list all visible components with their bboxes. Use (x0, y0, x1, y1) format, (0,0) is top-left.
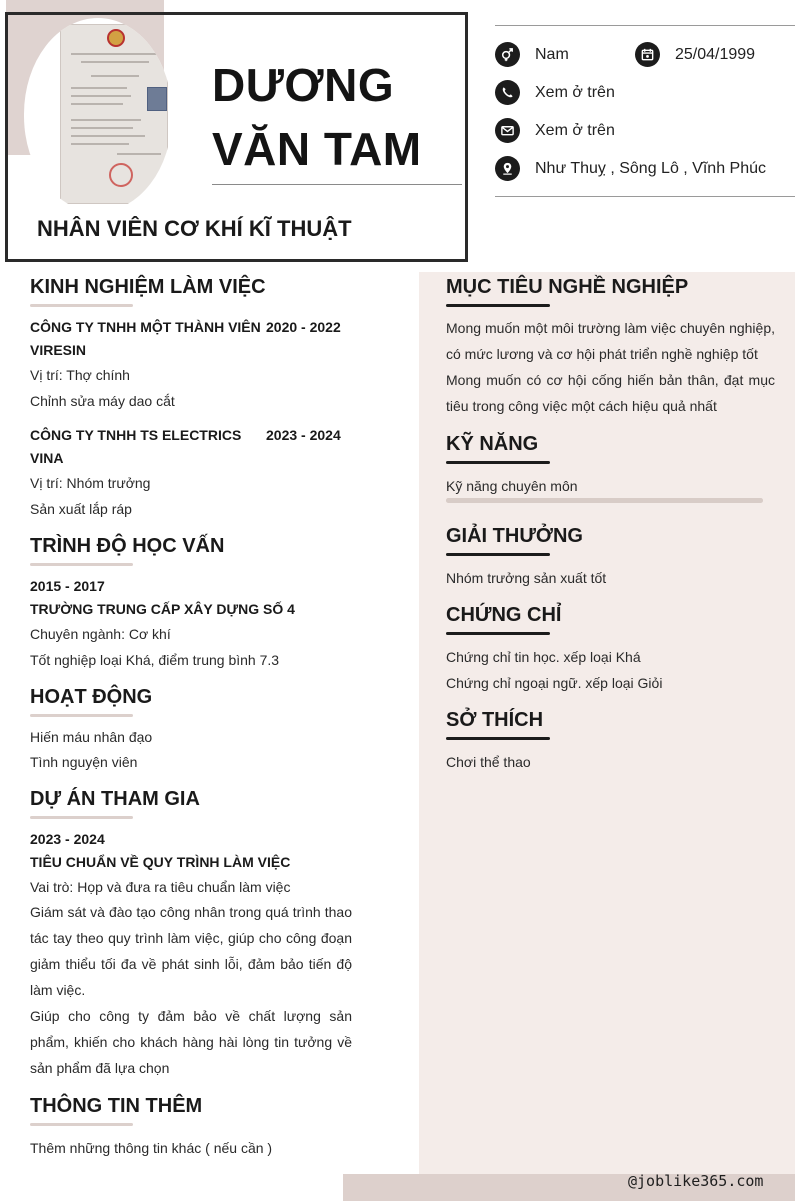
emblem-icon (107, 29, 125, 47)
calendar-icon (635, 42, 660, 67)
experience-position: Vị trí: Thợ chính (30, 367, 130, 383)
gender-icon (495, 42, 520, 67)
profile-photo (24, 18, 172, 212)
contact-gender (495, 42, 569, 67)
phone-icon (495, 80, 520, 105)
email-value: Xem ở trên (535, 121, 615, 139)
red-stamp (109, 163, 133, 187)
name-second-line: VĂN TAM (212, 123, 422, 175)
skills-underline (446, 461, 550, 464)
experience-description: Sản xuất lắp ráp (30, 501, 132, 517)
contact-bottom-divider (495, 196, 795, 197)
objective-heading: MỤC TIÊU NGHỀ NGHIỆP (446, 276, 689, 298)
certificate-image (60, 24, 168, 204)
certificate-item: Chứng chỉ tin học. xếp loại Khá (446, 649, 641, 665)
name-divider (212, 184, 462, 185)
contact-phone (495, 80, 615, 105)
education-school: TRƯỜNG TRUNG CẤP XÂY DỰNG SỐ 4 (30, 601, 295, 617)
gender-value: Nam (535, 45, 569, 63)
more-info-heading: THÔNG TIN THÊM (30, 1095, 203, 1117)
activities-underline (30, 714, 133, 717)
contact-address (495, 156, 766, 181)
education-result: Tốt nghiệp loại Khá, điểm trung bình 7.3 (30, 652, 280, 668)
education-major: Chuyên ngành: Cơ khí (30, 626, 171, 642)
skills-heading: KỸ NĂNG (446, 433, 539, 455)
experience-company-cont: VIRESIN (30, 342, 87, 358)
certificate-item: Chứng chỉ ngoại ngữ. xếp loại Giỏi (446, 675, 663, 691)
activity-item: Hiến máu nhân đạo (30, 729, 153, 745)
skill-level-fill (446, 498, 763, 503)
skill-level-bar (446, 498, 763, 503)
award-item: Nhóm trưởng sản xuất tốt (446, 570, 607, 586)
location-pin-icon (495, 156, 520, 181)
name-first-line: DƯƠNG (212, 59, 395, 111)
website-watermark: @joblike365.com (628, 1172, 764, 1190)
activities-heading: HOẠT ĐỘNG (30, 686, 153, 708)
hobbies-heading: SỞ THÍCH (446, 709, 544, 731)
address-value: Như Thuỵ , Sông Lô , Vĩnh Phúc (535, 159, 766, 177)
experience-period: 2023 - 2024 (266, 427, 341, 443)
more-info-underline (30, 1123, 133, 1126)
objective-underline (446, 304, 550, 307)
project-role: Vai trò: Họp và đưa ra tiêu chuẩn làm việc (30, 879, 291, 895)
project-description: Giám sát và đào tạo công nhân trong quá trình thao tác tay theo quy trình làm việc, giúp cho công đoạn giảm thiểu tối đa về phát sinh lỗi, đảm bảo tiến độ làm việc. (30, 904, 352, 998)
awards-underline (446, 553, 550, 556)
portrait-thumbnail (147, 87, 167, 111)
education-underline (30, 563, 133, 566)
envelope-icon (495, 118, 520, 143)
activity-item: Tình nguyện viên (30, 754, 138, 770)
certificates-heading: CHỨNG CHỈ (446, 604, 562, 626)
contact-email (495, 118, 615, 143)
objective-text: Mong muốn có cơ hội cống hiến bản thân, đạt mục tiêu trong công việc một cách hiệu quả nhất (446, 372, 775, 414)
education-period: 2015 - 2017 (30, 578, 105, 594)
project-description: Giúp cho công ty đảm bảo về chất lượng sản phẩm, khiến cho khách hàng hài lòng tin tưởng về sản phẩm đã lựa chọn (30, 1008, 352, 1076)
objective-text: Mong muốn một môi trường làm việc chuyên nghiệp, có mức lương và cơ hội phát triển nghề nghiệp tốt (446, 320, 775, 362)
experience-underline (30, 304, 133, 307)
experience-company: CÔNG TY TNHH TS ELECTRICS (30, 427, 242, 443)
job-title: NHÂN VIÊN CƠ KHÍ KĨ THUẬT (37, 216, 352, 241)
education-heading: TRÌNH ĐỘ HỌC VẤN (30, 535, 225, 557)
projects-heading: DỰ ÁN THAM GIA (30, 788, 200, 810)
projects-underline (30, 816, 133, 819)
experience-company: CÔNG TY TNHH MỘT THÀNH VIÊN (30, 319, 261, 335)
project-name: TIÊU CHUẨN VỀ QUY TRÌNH LÀM VIỆC (30, 854, 291, 870)
experience-position: Vị trí: Nhóm trưởng (30, 475, 151, 491)
experience-description: Chỉnh sửa máy dao cắt (30, 393, 175, 409)
skill-name: Kỹ năng chuyên môn (446, 478, 578, 494)
birthdate-value: 25/04/1999 (675, 45, 756, 63)
project-period: 2023 - 2024 (30, 831, 105, 847)
contact-birthdate (635, 42, 755, 67)
more-info-text: Thêm những thông tin khác ( nếu cần ) (30, 1140, 273, 1156)
hobby-item: Chơi thể thao (446, 754, 531, 770)
hobbies-underline (446, 737, 550, 740)
phone-value: Xem ở trên (535, 83, 615, 101)
experience-period: 2020 - 2022 (266, 319, 341, 335)
contact-top-divider (495, 25, 795, 26)
experience-heading: KINH NGHIỆM LÀM VIỆC (30, 276, 266, 298)
certificates-underline (446, 632, 550, 635)
experience-company-cont: VINA (30, 450, 64, 466)
awards-heading: GIẢI THƯỞNG (446, 525, 583, 547)
